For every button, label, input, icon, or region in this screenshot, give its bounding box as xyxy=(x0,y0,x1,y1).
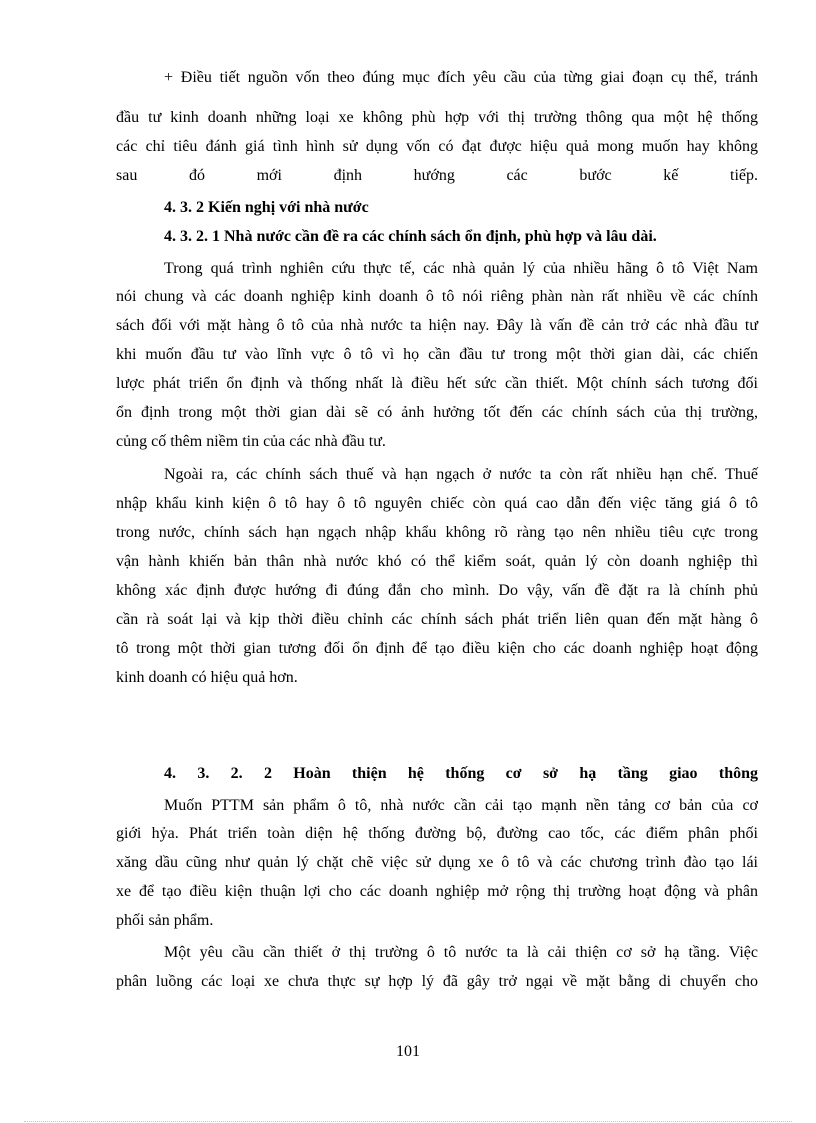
paragraph-line: các chỉ tiêu đánh giá tình hình sử dụng vốn có đạt được hiệu quả mong muốn hay không xyxy=(116,138,758,155)
subsection-heading: 4. 3. 2. 1 Nhà nước cần đề ra các chính sách ổn định, phù hợp và lâu dài. xyxy=(164,228,657,245)
paragraph-line: sau đó mới định hướng các bước kế tiếp. xyxy=(116,167,758,184)
paragraph-line: tô trong một thời gian tương đối ổn định để tạo điều kiện cho các doanh nghiệp hoạt động xyxy=(116,640,758,657)
paragraph-line: trong nước, chính sách hạn ngạch nhập khẩu không rõ ràng tạo nên nhiều tiêu cực trong xyxy=(116,524,758,541)
paragraph-line: xe để tạo điều kiện thuận lợi cho các doanh nghiệp mở rộng thị trường hoạt động và phân xyxy=(116,883,758,900)
paragraph-line: ổn định trong một thời gian dài sẽ có ảnh hưởng tốt đến các chính sách của thị trường, xyxy=(116,404,758,421)
paragraph-line: vận hành khiến bản thân nhà nước khó có thể kiểm soát, quản lý còn doanh nghiệp thì xyxy=(116,553,758,570)
page-number: 101 xyxy=(396,1043,420,1060)
paragraph-line: sách đối với mặt hàng ô tô của nhà nước ta hiện nay. Đây là vấn đề cản trở các nhà đầu tư xyxy=(116,317,758,334)
paragraph-line: Một yêu cầu cần thiết ở thị trường ô tô nước ta là cải thiện cơ sở hạ tầng. Việc xyxy=(164,944,758,961)
paragraph-line: + Điều tiết nguồn vốn theo đúng mục đích yêu cầu của từng giai đoạn cụ thể, tránh xyxy=(164,69,758,86)
paragraph-line: Muốn PTTM sản phẩm ô tô, nhà nước cần cải tạo mạnh nền tảng cơ bản của cơ xyxy=(164,797,758,814)
paragraph-line: nhập khẩu kinh kiện ô tô hay ô tô nguyên chiếc còn quá cao dẫn đến việc tăng giá ô tô xyxy=(116,495,758,512)
paragraph-line: phối sản phẩm. xyxy=(116,912,214,929)
paragraph-line: không xác định được hướng đi đúng đắn cho mình. Do vậy, vấn đề đặt ra là chính phủ xyxy=(116,582,758,599)
paragraph-line: khi muốn đầu tư vào lĩnh vực ô tô vì họ cần đầu tư trong một thời gian dài, các chiến xyxy=(116,346,758,363)
paragraph-line: phân luồng các loại xe chưa thực sự hợp lý đã gây trở ngại về mặt bằng di chuyển cho xyxy=(116,973,758,990)
paragraph-line: giới hỷa. Phát triển toàn diện hệ thống đường bộ, đường cao tốc, các điểm phân phối xyxy=(116,825,758,842)
paragraph-line: kinh doanh có hiệu quả hơn. xyxy=(116,669,298,686)
paragraph-line: lược phát triển ổn định và thống nhất là điều hết sức cần thiết. Một chính sách tương đối xyxy=(116,375,758,392)
paragraph-line: Trong quá trình nghiên cứu thực tế, các nhà quản lý của nhiều hãng ô tô Việt Nam xyxy=(164,260,758,277)
paragraph-line: cần rà soát lại và kịp thời điều chỉnh các chính sách phát triển liên quan đến mặt hàng ô xyxy=(116,611,758,628)
paragraph-line: nói chung và các doanh nghiệp kinh doanh ô tô nói riêng phàn nàn rất nhiều về các chính xyxy=(116,288,758,305)
footer-divider xyxy=(24,1121,792,1122)
subsection-heading: 4. 3. 2. 2 Hoàn thiện hệ thống cơ sở hạ tầng giao thông xyxy=(164,765,758,782)
paragraph-line: củng cố thêm niềm tin của các nhà đầu tư. xyxy=(116,433,386,450)
section-heading: 4. 3. 2 Kiến nghị với nhà nước xyxy=(164,199,369,216)
paragraph-line: xăng dầu cũng như quản lý chặt chẽ việc sử dụng xe ô tô và các chương trình đào tạo lái xyxy=(116,854,758,871)
paragraph-line: Ngoài ra, các chính sách thuế và hạn ngạch ở nước ta còn rất nhiều hạn chế. Thuế xyxy=(164,466,758,483)
paragraph-line: đầu tư kinh doanh những loại xe không phù hợp với thị trường thông qua một hệ thống xyxy=(116,109,758,126)
